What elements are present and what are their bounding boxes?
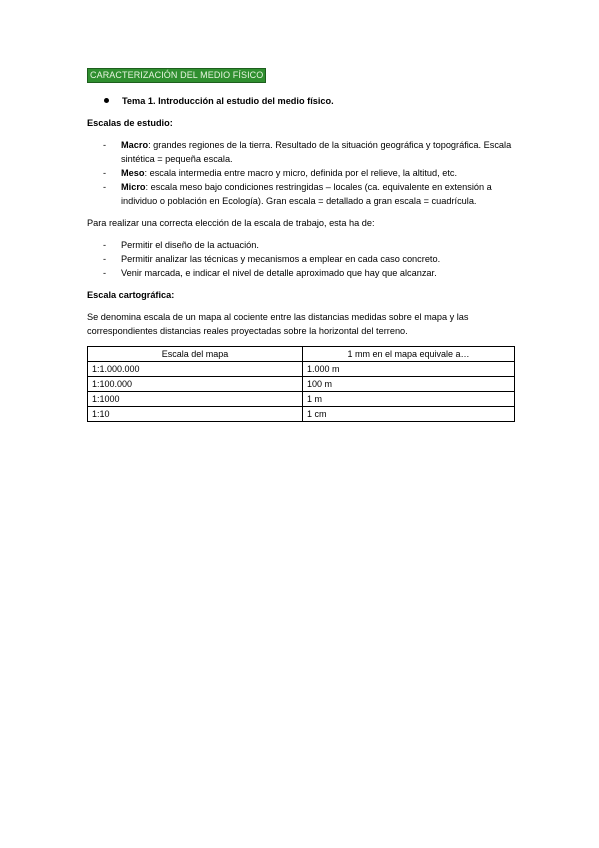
bullet-icon [104, 98, 109, 103]
table-header-row [88, 347, 515, 362]
list-item [87, 138, 515, 166]
table-header: 1 mm en el mapa equivale a… [303, 347, 515, 362]
dash-marker: - [103, 254, 107, 264]
document-content [87, 68, 515, 422]
eleccion-item: Venir marcada, e indicar el nivel de detalle aproximado que hay que alcanzar. [121, 268, 437, 278]
table-row [88, 407, 515, 422]
table-header: Escala del mapa [88, 347, 303, 362]
eleccion-intro: Para realizar una correcta elección de la escala de trabajo, esta ha de: [87, 218, 375, 228]
list-item [87, 252, 515, 266]
table-cell: 1:100.000 [88, 377, 303, 392]
table-cell: 100 m [303, 377, 515, 392]
table-cell: 1 m [303, 392, 515, 407]
term-meso: Meso [121, 168, 145, 178]
term-micro: Micro [121, 182, 146, 192]
table-row [88, 377, 515, 392]
table-row [88, 392, 515, 407]
list-item [87, 166, 515, 180]
dash-marker: - [103, 182, 107, 192]
escalas-title: Escalas de estudio: [87, 118, 173, 128]
list-item [87, 266, 515, 280]
tema-title: Tema 1. Introducción al estudio del medio físico. [122, 96, 334, 106]
escalas-list [87, 138, 515, 208]
eleccion-item: Permitir analizar las técnicas y mecanismos a emplear en cada caso concreto. [121, 254, 441, 264]
cartografica-title: Escala cartográfica: [87, 290, 175, 300]
list-item [87, 180, 515, 208]
table-cell: 1:1.000.000 [88, 362, 303, 377]
dash-marker: - [103, 168, 107, 178]
term-meso-desc: : escala intermedia entre macro y micro, definida por el relieve, la altitud, etc. [144, 168, 458, 178]
term-micro-desc: : escala meso bajo condiciones restringidas – locales (ca. equivalente en extensión a individuo o población en Ecología). Gran escala = detallado a gran escala = cuadrícula. [121, 182, 492, 206]
dash-marker: - [103, 240, 107, 250]
term-macro: Macro [121, 140, 149, 150]
eleccion-item: Permitir el diseño de la actuación. [121, 240, 259, 250]
term-macro-desc: : grandes regiones de la tierra. Resultado de la situación geográfica y topográfica. Escala sintética = pequeña escala. [121, 140, 512, 164]
eleccion-list [87, 238, 515, 280]
scale-table [87, 346, 515, 422]
table-cell: 1:1000 [88, 392, 303, 407]
cartografica-paragraph: Se denomina escala de un mapa al cociente entre las distancias medidas sobre el mapa y las correspondientes distancias reales proyectadas sobre la horizontal del terreno. [87, 312, 469, 336]
table-cell: 1 cm [303, 407, 515, 422]
list-item [87, 238, 515, 252]
table-cell: 1:10 [88, 407, 303, 422]
table-row [88, 362, 515, 377]
table-cell: 1.000 m [303, 362, 515, 377]
tema-bullet [87, 94, 515, 108]
dash-marker: - [103, 140, 107, 150]
heading-block [87, 68, 515, 83]
document-heading: CARACTERIZACIÓN DEL MEDIO FÍSICO [87, 68, 266, 83]
dash-marker: - [103, 268, 107, 278]
